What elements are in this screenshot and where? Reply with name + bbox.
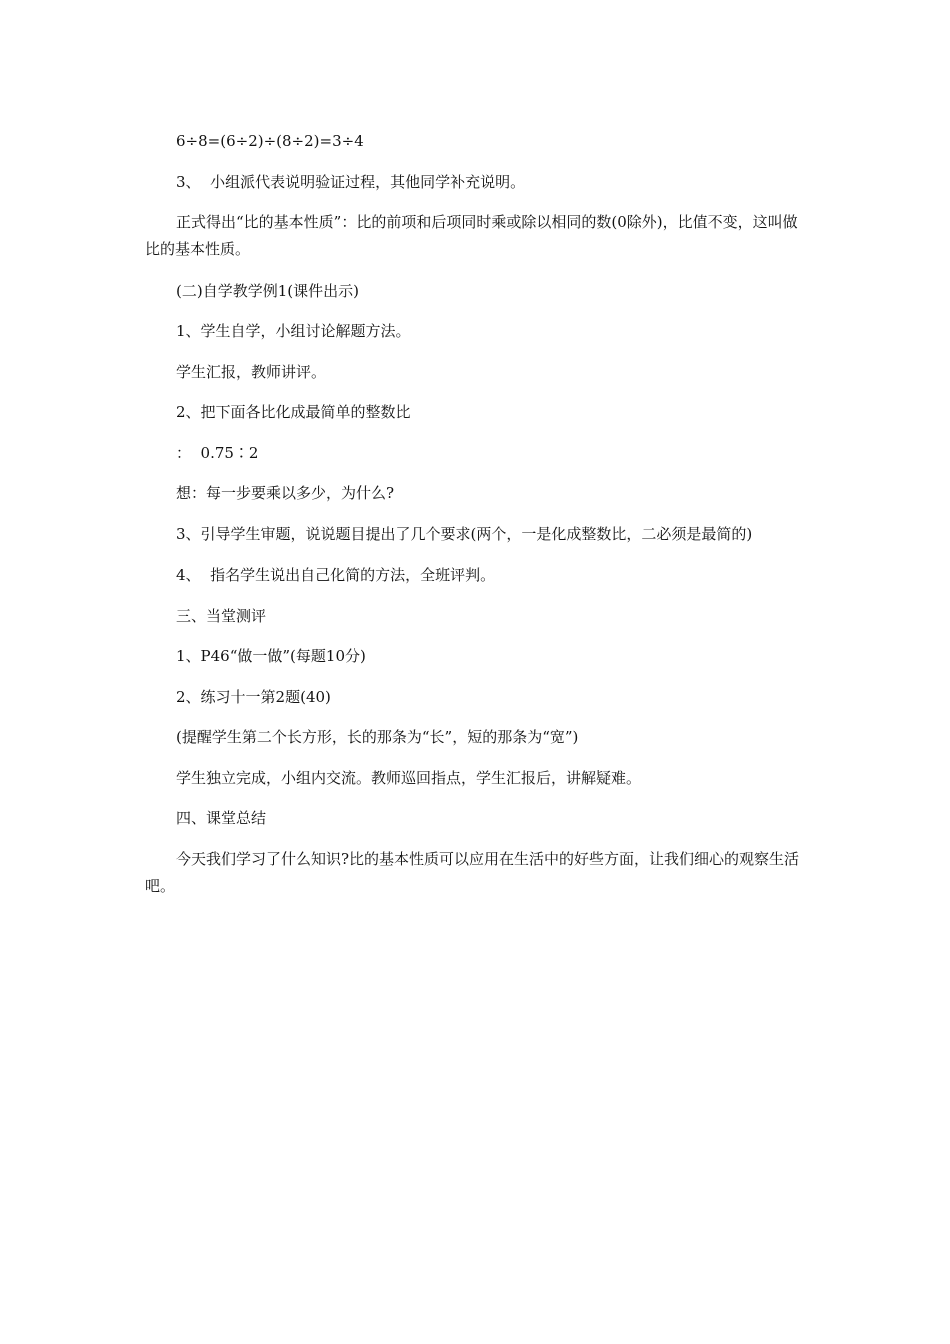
section-heading-summary: 四、课堂总结 <box>176 809 267 827</box>
paragraph-summary: 今天我们学习了什么知识?比的基本性质可以应用在生活中的好些方面，让我们细心的观察生活吧。 <box>145 849 800 895</box>
ratio-expression: ： 0.75∶2 <box>176 443 259 462</box>
section-heading-self-study: (二)自学教学例1(课件出示) <box>176 281 359 300</box>
paragraph-think: 想：每一步要乘以多少，为什么? <box>176 484 395 502</box>
paragraph-property-definition: 正式得出“比的基本性质”：比的前项和后项同时乘或除以相同的数(0除外)，比值不变，这叫做比的基本性质。 <box>145 213 798 258</box>
paragraph-simplify-task: 2、把下面各比化成最简单的整数比 <box>176 403 411 421</box>
paragraph-independent-work: 学生独立完成，小组内交流。教师巡回指点，学生汇报后，讲解疑难。 <box>176 768 642 787</box>
paragraph-report: 学生汇报，教师讲评。 <box>176 362 327 381</box>
paragraph-step-4: 4、 指名学生说出自己化简的方法，全班评判。 <box>176 566 496 584</box>
paragraph-exercise-1: 1、P46“做一做”(每题10分) <box>176 647 366 665</box>
paragraph-self-study-1: 1、学生自学，小组讨论解题方法。 <box>176 322 411 340</box>
paragraph-exercise-2: 2、练习十一第2题(40) <box>176 687 331 706</box>
equation-line: 6÷8=(6÷2)÷(8÷2)=3÷4 <box>176 132 364 150</box>
section-heading-assessment: 三、当堂测评 <box>176 606 267 625</box>
paragraph-reminder: (提醒学生第二个长方形，长的那条为“长”，短的那条为“宽”) <box>176 728 579 746</box>
document-page <box>145 128 810 914</box>
paragraph-guide-review: 3、引导学生审题，说说题目提出了几个要求(两个，一是化成整数比，二必须是最简的) <box>176 524 753 543</box>
paragraph-step-3: 3、 小组派代表说明验证过程，其他同学补充说明。 <box>176 172 526 191</box>
